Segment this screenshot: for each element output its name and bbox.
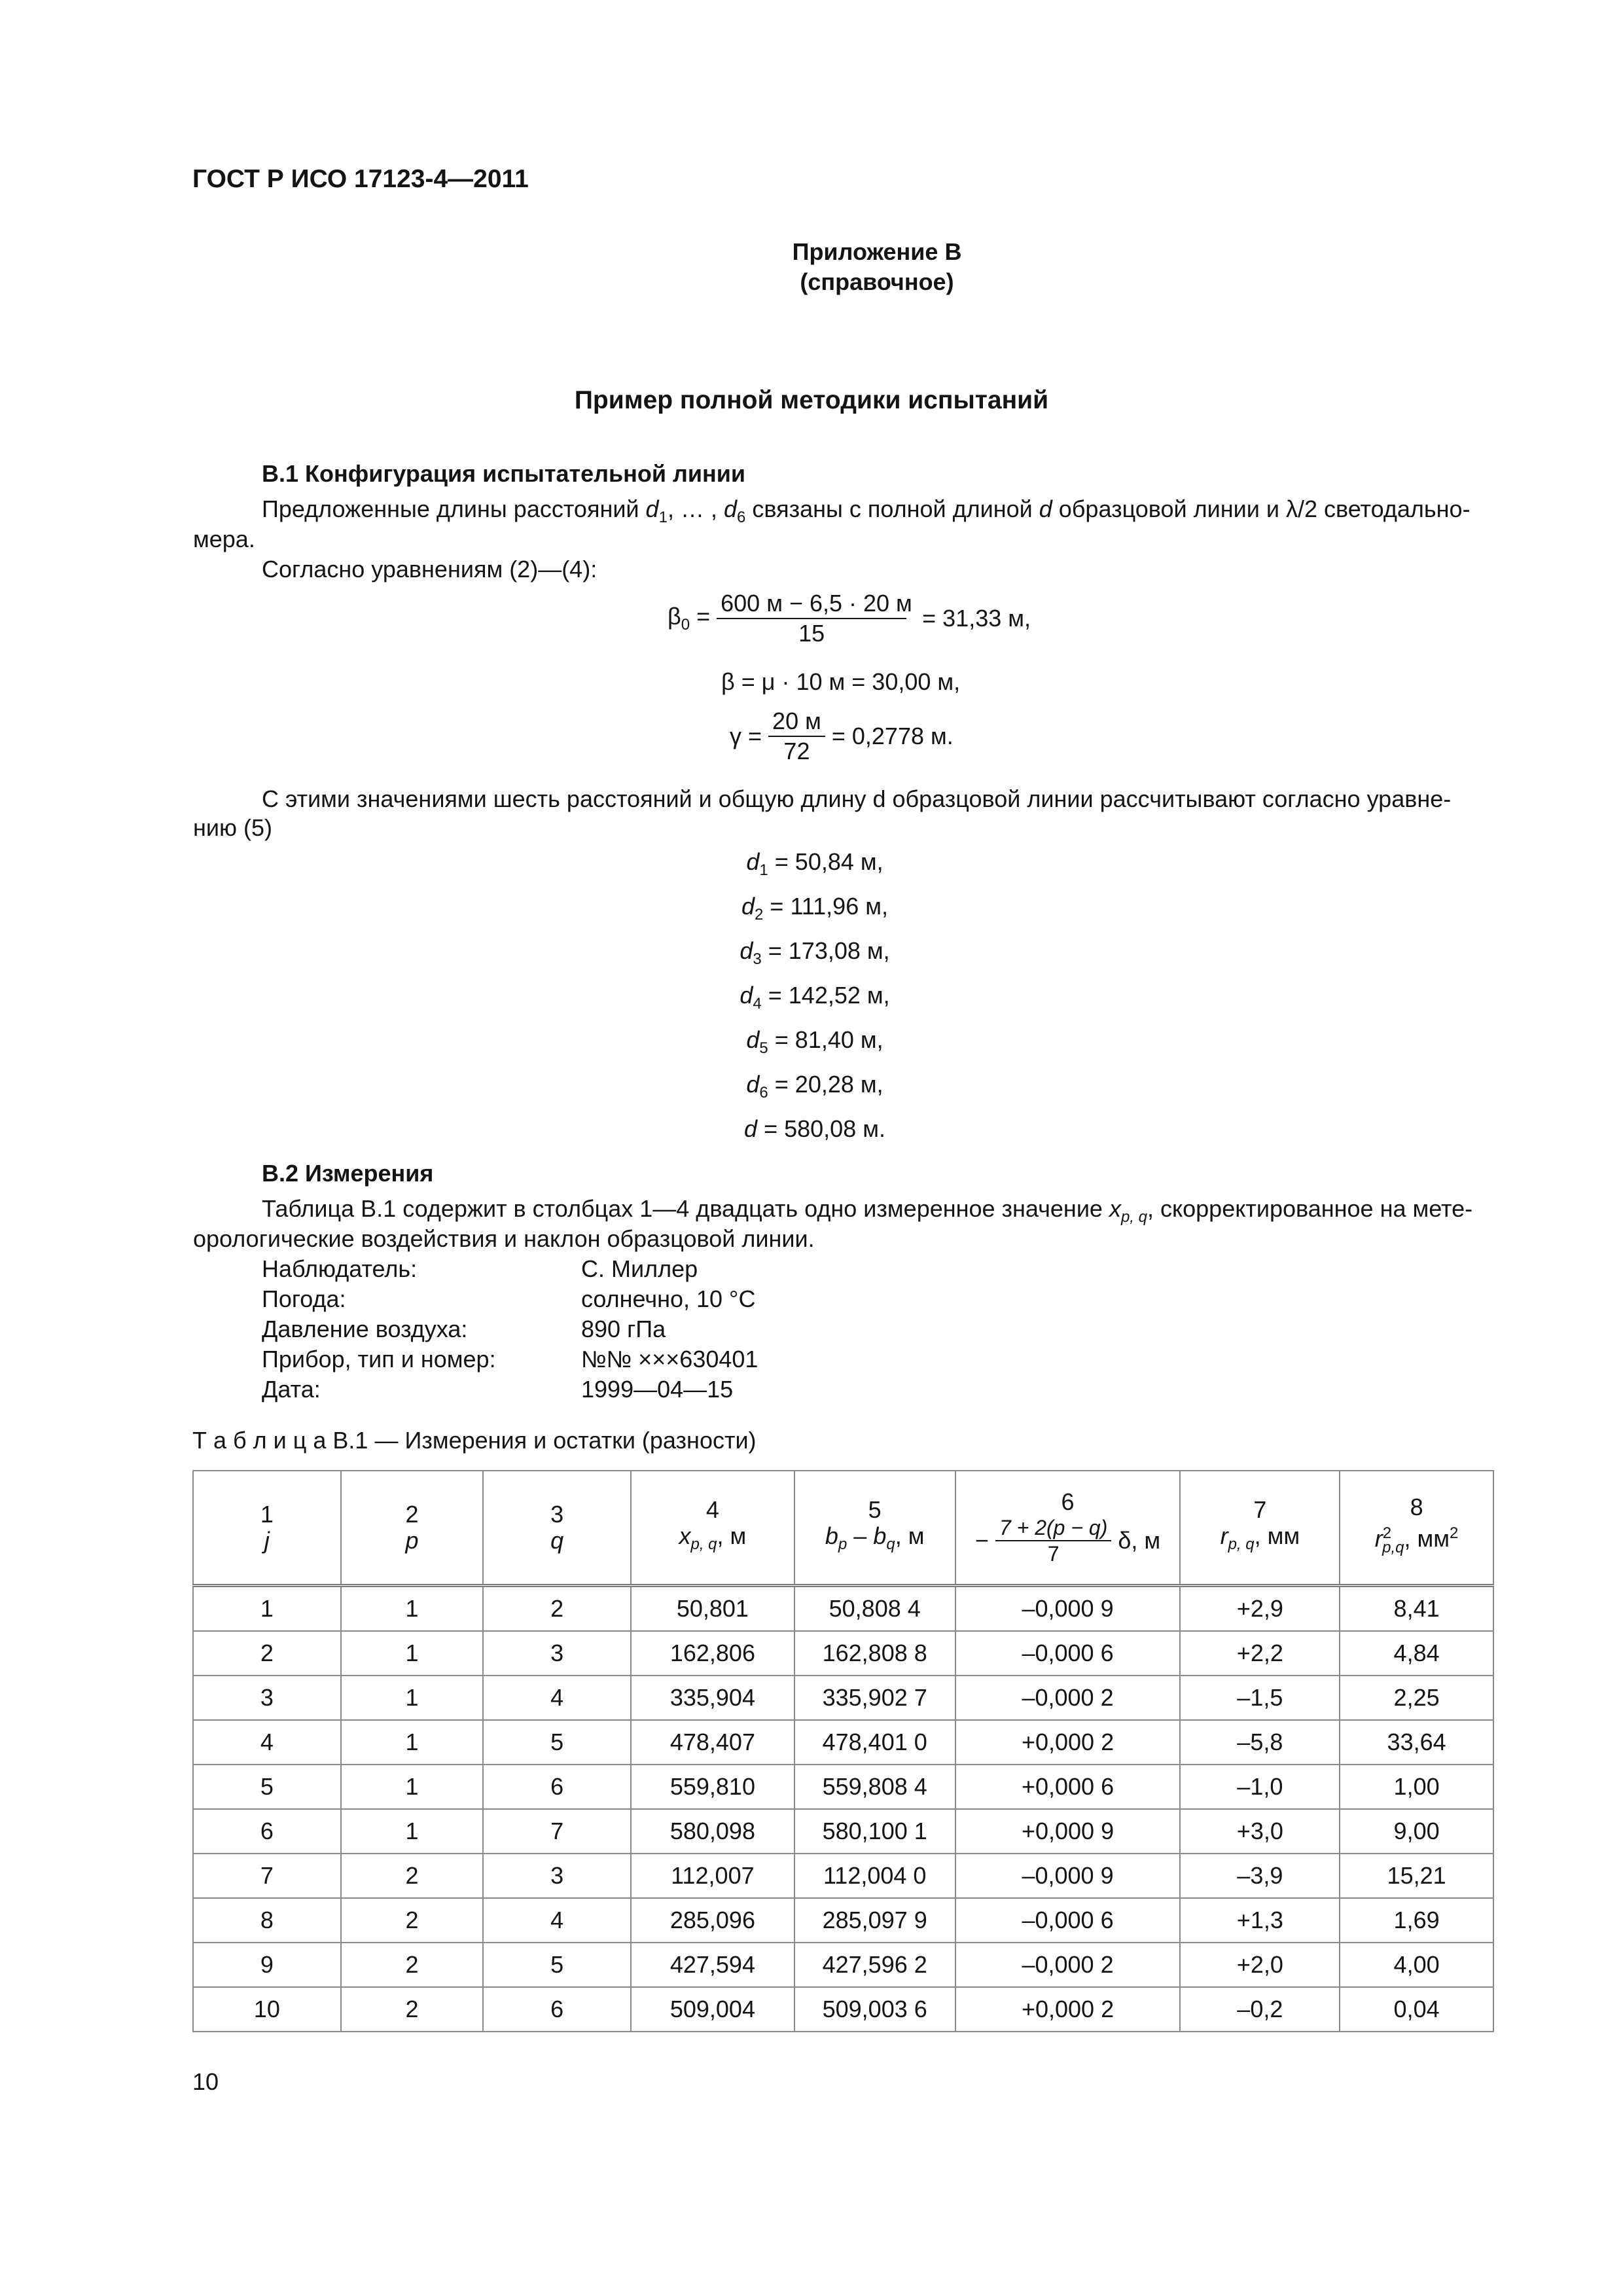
info-value-observer: С. Миллер <box>581 1255 698 1282</box>
table-cell-col-6: –0,000 2 <box>955 1943 1181 1987</box>
table-cell-col-4: 478,407 <box>631 1720 794 1765</box>
table-cell-col-7: –1,0 <box>1180 1765 1340 1809</box>
table-cell-col-4: 580,098 <box>631 1809 794 1854</box>
table-cell-col-8: 4,84 <box>1340 1631 1493 1676</box>
table-row <box>193 1987 1493 2032</box>
table-cell-col-6: +0,000 2 <box>955 1987 1181 2032</box>
table-cell-col-2: 1 <box>341 1676 484 1720</box>
table-cell-col-4: 559,810 <box>631 1765 794 1809</box>
table-caption: Т а б л и ц а В.1 — Измерения и остатки (разности) <box>192 1427 757 1454</box>
table-cell-col-1: 6 <box>193 1809 341 1854</box>
table-row <box>193 1631 1493 1676</box>
info-value-pressure: 890 гПа <box>581 1316 666 1342</box>
table-cell-col-4: 335,904 <box>631 1676 794 1720</box>
table-cell-col-3: 6 <box>483 1765 631 1809</box>
table-cell-col-2: 2 <box>341 1898 484 1943</box>
table-cell-col-1: 2 <box>193 1631 341 1676</box>
table-cell-col-8: 33,64 <box>1340 1720 1493 1765</box>
table-cell-col-4: 285,096 <box>631 1898 794 1943</box>
document-id: ГОСТ Р ИСО 17123-4—2011 <box>192 165 529 193</box>
table-row <box>193 1898 1493 1943</box>
distance-d5: $d_5 = 81,40$ м, <box>746 1026 883 1058</box>
table-cell-col-2: 2 <box>341 1987 484 2032</box>
table-cell-col-5: 559,808 4 <box>794 1765 955 1809</box>
table-row <box>193 1943 1493 1987</box>
table-cell-col-6: +0,000 2 <box>955 1720 1181 1765</box>
table-cell-col-3: 3 <box>483 1631 631 1676</box>
distance-d3: $d_3 = 173,08$ м, <box>740 937 890 969</box>
header-col-2: 2 p <box>341 1471 484 1586</box>
header-col-3: 3 q <box>483 1471 631 1586</box>
table-cell-col-4: 162,806 <box>631 1631 794 1676</box>
appendix-title <box>707 237 1047 297</box>
distance-d2: $d_2 = 111,96$ м, <box>741 893 888 924</box>
measurements-table <box>192 1470 1494 2032</box>
table-cell-col-7: +2,2 <box>1180 1631 1340 1676</box>
table-cell-col-6: –0,000 9 <box>955 1854 1181 1898</box>
table-cell-col-3: 6 <box>483 1987 631 2032</box>
main-title: Пример полной методики испытаний <box>574 386 1049 414</box>
table-cell-col-7: –1,5 <box>1180 1676 1340 1720</box>
equation-gamma: γ = $\frac{20 м}{72}$ = 0,2778 м. <box>730 708 954 764</box>
table-cell-col-1: 3 <box>193 1676 341 1720</box>
table-cell-col-5: 509,003 6 <box>794 1987 955 2032</box>
table-row <box>193 1765 1493 1809</box>
table-cell-col-5: 427,596 2 <box>794 1943 955 1987</box>
info-value-date: 1999—04—15 <box>581 1376 734 1403</box>
table-cell-col-1: 1 <box>193 1586 341 1632</box>
table-cell-col-3: 2 <box>483 1586 631 1632</box>
table-cell-col-7: –0,2 <box>1180 1987 1340 2032</box>
table-cell-col-6: +0,000 6 <box>955 1765 1181 1809</box>
distance-d1: $d_1 = 50,84$ м, <box>746 848 883 880</box>
section2-heading: В.2 Измерения <box>262 1160 434 1187</box>
table-cell-col-3: 4 <box>483 1676 631 1720</box>
table-row <box>193 1854 1493 1898</box>
header-col-1: 1 j <box>193 1471 341 1586</box>
table-cell-col-1: 7 <box>193 1854 341 1898</box>
table-cell-col-2: 1 <box>341 1631 484 1676</box>
section1-equations-intro: Согласно уравнениям (2)—(4): <box>262 556 597 583</box>
section2-paragraph: Таблица В.1 содержит в столбцах 1—4 двадцать одно измеренное значение $x_{p, q}$, скорректированное на мете- <box>262 1195 1473 1227</box>
table-cell-col-3: 7 <box>483 1809 631 1854</box>
header-col-4: 4 $x_{p, q}$, м <box>631 1471 794 1586</box>
header-col-5: 5 $b_p - b_q$, м <box>794 1471 955 1586</box>
table-row <box>193 1676 1493 1720</box>
table-cell-col-7: –3,9 <box>1180 1854 1340 1898</box>
table-cell-col-3: 3 <box>483 1854 631 1898</box>
table-cell-col-7: –5,8 <box>1180 1720 1340 1765</box>
table-cell-col-1: 4 <box>193 1720 341 1765</box>
info-value-weather: солнечно, 10 °С <box>581 1285 756 1312</box>
info-label-instrument: Прибор, тип и номер: <box>262 1346 496 1372</box>
table-cell-col-1: 9 <box>193 1943 341 1987</box>
table-cell-col-7: +3,0 <box>1180 1809 1340 1854</box>
equation-beta: β = μ · 10 м = 30,00 м, <box>721 668 961 695</box>
info-value-instrument: №№ ×××630401 <box>581 1346 758 1372</box>
table-cell-col-1: 10 <box>193 1987 341 2032</box>
table-cell-col-4: 427,594 <box>631 1943 794 1987</box>
info-label-weather: Погода: <box>262 1285 346 1312</box>
table-cell-col-3: 5 <box>483 1943 631 1987</box>
table-cell-col-8: 8,41 <box>1340 1586 1493 1632</box>
table-cell-col-6: –0,000 2 <box>955 1676 1181 1720</box>
table-cell-col-2: 1 <box>341 1586 484 1632</box>
equation-beta0: $\beta_0$ = $\frac{600 м - 6,5 \cdot 20 м}{15}$ = 31,33 м, <box>668 590 1031 647</box>
table-cell-col-8: 9,00 <box>1340 1809 1493 1854</box>
table-cell-col-7: +2,0 <box>1180 1943 1340 1987</box>
table-header-row <box>193 1471 1493 1586</box>
table-cell-col-2: 2 <box>341 1854 484 1898</box>
section2-paragraph-end: орологические воздействия и наклон образцовой линии. <box>193 1225 815 1252</box>
table-cell-col-8: 1,69 <box>1340 1898 1493 1943</box>
section1-paragraph-end: мера. <box>193 526 255 552</box>
header-col-8: 8 $r^2_{p,q}$, $мм^2$ <box>1340 1471 1493 1586</box>
table-row <box>193 1720 1493 1765</box>
table-cell-col-5: 50,808 4 <box>794 1586 955 1632</box>
distance-total: d = 580,08 м. <box>744 1115 885 1142</box>
table-cell-col-8: 0,04 <box>1340 1987 1493 2032</box>
table-cell-col-5: 335,902 7 <box>794 1676 955 1720</box>
header-col-7: 7 $r_{p, q}$, мм <box>1180 1471 1340 1586</box>
table-cell-col-1: 5 <box>193 1765 341 1809</box>
table-cell-col-5: 112,004 0 <box>794 1854 955 1898</box>
section1-distances-intro-end: нию (5) <box>193 814 272 841</box>
table-cell-col-8: 15,21 <box>1340 1854 1493 1898</box>
table-cell-col-8: 4,00 <box>1340 1943 1493 1987</box>
table-cell-col-5: 285,097 9 <box>794 1898 955 1943</box>
info-label-pressure: Давление воздуха: <box>262 1316 468 1342</box>
table-cell-col-2: 2 <box>341 1943 484 1987</box>
table-cell-col-1: 8 <box>193 1898 341 1943</box>
info-label-observer: Наблюдатель: <box>262 1255 418 1282</box>
table-cell-col-4: 50,801 <box>631 1586 794 1632</box>
table-cell-col-5: 478,401 0 <box>794 1720 955 1765</box>
info-label-date: Дата: <box>262 1376 321 1403</box>
section1-heading: В.1 Конфигурация испытательной линии <box>262 460 746 487</box>
distance-d4: $d_4 = 142,52$ м, <box>740 982 890 1013</box>
table-cell-col-2: 1 <box>341 1765 484 1809</box>
table-cell-col-3: 4 <box>483 1898 631 1943</box>
table-row <box>193 1809 1493 1854</box>
table-cell-col-7: +1,3 <box>1180 1898 1340 1943</box>
table-cell-col-4: 112,007 <box>631 1854 794 1898</box>
table-cell-col-2: 1 <box>341 1809 484 1854</box>
table-cell-col-2: 1 <box>341 1720 484 1765</box>
table-cell-col-6: +0,000 9 <box>955 1809 1181 1854</box>
table-cell-col-5: 162,808 8 <box>794 1631 955 1676</box>
table-cell-col-5: 580,100 1 <box>794 1809 955 1854</box>
table-cell-col-3: 5 <box>483 1720 631 1765</box>
table-cell-col-6: –0,000 6 <box>955 1898 1181 1943</box>
table-cell-col-4: 509,004 <box>631 1987 794 2032</box>
section1-distances-intro: С этими значениями шесть расстояний и общую длину d образцовой линии рассчитывают согласно уравне- <box>262 785 1452 812</box>
table-cell-col-8: 2,25 <box>1340 1676 1493 1720</box>
table-cell-col-7: +2,9 <box>1180 1586 1340 1632</box>
section1-paragraph: Предложенные длины расстояний $d_1$, … , $d_6$ связаны с полной длиной d образцовой линии и λ/2 светодально- <box>262 495 1471 527</box>
table-row <box>193 1586 1493 1632</box>
page-number: 10 <box>192 2068 219 2095</box>
header-col-6: 6 − $\frac{7 + 2(p - q)}{7}$ δ, м <box>955 1471 1181 1586</box>
appendix-label: Приложение В <box>792 238 962 265</box>
table-cell-col-6: –0,000 9 <box>955 1586 1181 1632</box>
distance-d6: $d_6 = 20,28$ м, <box>746 1071 883 1102</box>
table-cell-col-8: 1,00 <box>1340 1765 1493 1809</box>
appendix-subtitle: (справочное) <box>800 268 954 295</box>
table-cell-col-6: –0,000 6 <box>955 1631 1181 1676</box>
